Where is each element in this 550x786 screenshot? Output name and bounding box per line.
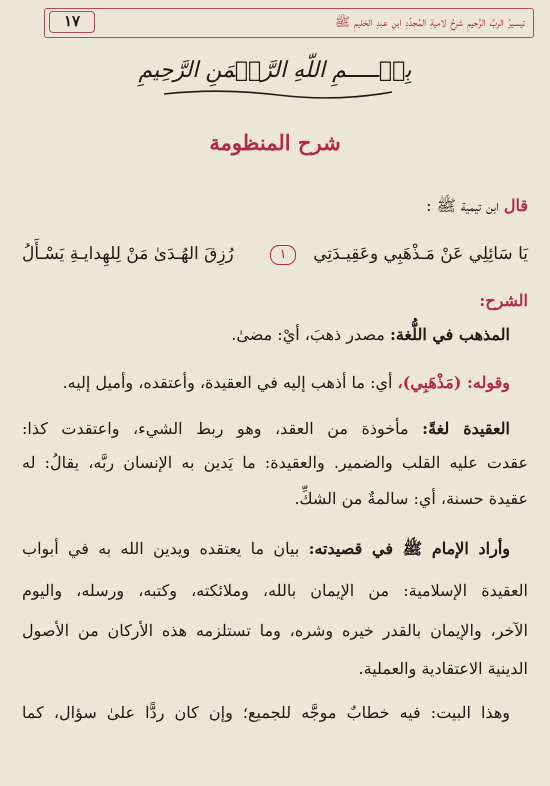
verse-second-hemistich: رُزِقَ الهُـدَىٰ مَنْ لِلهِدايـةِ يَسْـأَلُ — [22, 244, 234, 264]
imam-intent-lead: وأراد الإمام ﷺ في قصيدته: — [308, 539, 511, 558]
line-3-text: مأخوذة من العقد، وهو ربط الشيء، واعتقدت كذا: — [22, 419, 409, 438]
paragraph-line-10: وهذا البيت: فيه خطابٌ موجَّه للجميع؛ وإن كان ردًّا علىٰ سؤال، كما — [22, 703, 510, 722]
paragraph-line-9: الدينية الاعتقادية والعملية. — [358, 659, 528, 678]
intro-rest: ابن تيمية ﷺ : — [426, 196, 499, 215]
line-2-text: أي: ما أذهب إليه في العقيدة، وأعتقده، وأميل إليه. — [62, 373, 393, 392]
header-title: تيسيرُ الربِّ الرَّحيمِ شرحُ لاميةِ المُجدِّدِ ابنِ عبدِ الحَليمِ ﷺ — [334, 14, 525, 29]
term-madhhab: المذهب في اللُّغة: — [389, 325, 510, 344]
commentary-heading: الشرح: — [479, 291, 528, 310]
paragraph-line-5: عقيدة حسنة، أي: سالمةٌ من الشكِّ. — [294, 489, 528, 508]
term-aqida: العقيدة لغةً: — [422, 419, 510, 438]
running-header — [44, 8, 534, 38]
intro-lead: قال — [503, 196, 528, 215]
paragraph-line-1 — [22, 323, 510, 347]
verse-number: ١ — [270, 245, 296, 265]
paragraph-line-4: عقدت عليه القلب والضمير. والعقيدة: ما يَدين به الإنسان ربَّه، يقالُ: له — [22, 453, 528, 472]
line-6-text: بيان ما يعتقده ويدين الله به في أبواب — [22, 539, 300, 558]
paragraph-line-6 — [22, 537, 510, 561]
page-number: ١٧ — [49, 11, 95, 33]
quote-lead: وقوله: (مَذْهَبِي)، — [397, 373, 510, 392]
paragraph-line-2 — [22, 371, 510, 395]
basmala-flourish-ornament — [160, 86, 396, 100]
verse-first-hemistich: يَا سَائِلِي عَنْ مَـذْهَبِي وعَقِيـدَتِي — [313, 244, 528, 264]
paragraph-line-7: العقيدة الإسلامية: من الإيمان بالله، وملائكته، وكتبه، ورسله، واليوم — [22, 581, 528, 600]
basmala: بِسۡـــــمِ اللّهِ الرَّحۡمَنِ الرَّحِيمِ — [138, 58, 412, 83]
intro-line — [22, 194, 528, 218]
section-heading: شرح المنظومة — [209, 130, 341, 155]
paragraph-line-3 — [22, 417, 510, 441]
line-1-text: مصدر ذهبَ، أيْ: مضىٰ. — [231, 325, 385, 344]
paragraph-line-8: الآخر، والإيمان بالقدر خيره وشره، وما تستلزمه هذه الأركان من الأصول — [22, 621, 528, 640]
